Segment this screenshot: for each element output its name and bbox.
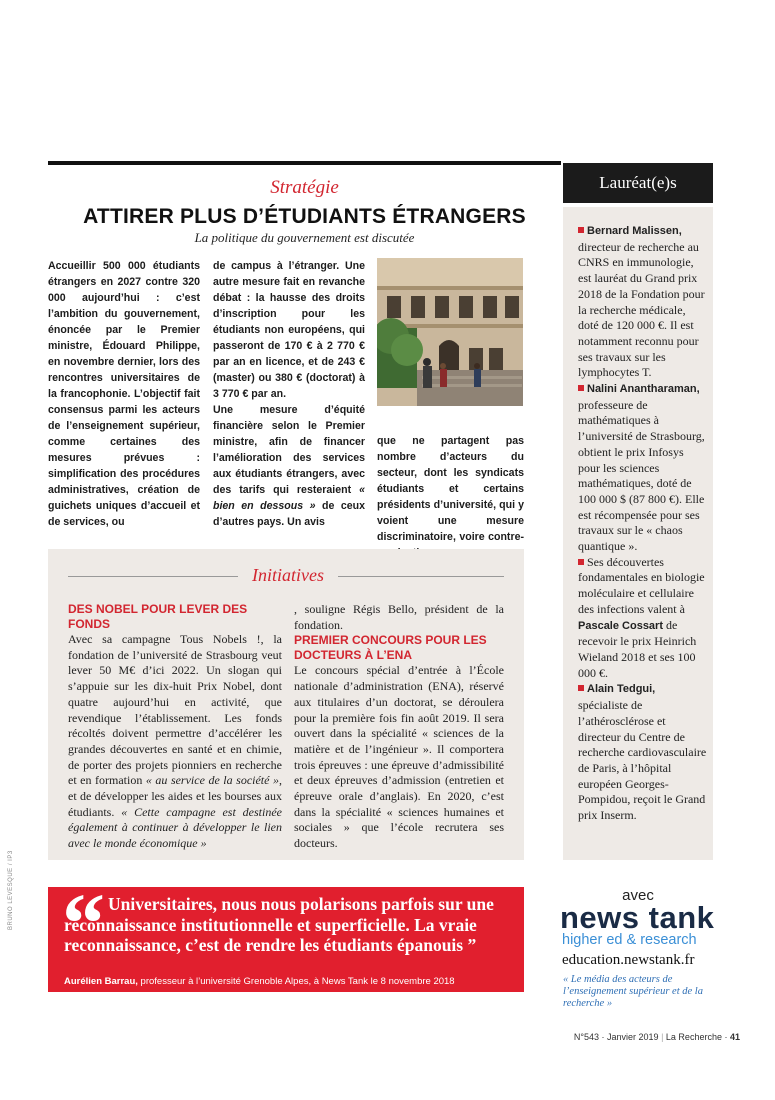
initiative-2-body: Le concours spécial d’entrée à l’École nationale d’administration (ENA), réservé aux titulaires d’un doctorat, se déroulera pour la première fois fin août 2019. Il sera ouvert dans la spécialité « sciences de la matière et de l’ingénieur ». Il comportera trois épreuves : une épreuve d’admissibilité et deux épreuves d’admission (entretien et épreuve orale d’anglais). En 2020, c’est dans la spécialité « sciences humaines et sociales » que l’école recrutera ses docteurs. — [294, 663, 504, 851]
laureate-entry — [578, 555, 708, 682]
article-col2-emphasis: « bien en dessous » — [213, 484, 365, 512]
laureate-description: de recevoir le prix Heinrich Wieland 2018 et ses 100 000 €. — [578, 617, 697, 680]
bullet-square-icon — [578, 685, 584, 691]
issue-info: N°543 · Janvier 2019 — [573, 1032, 659, 1042]
laureate-name: Alain Tedgui, — [587, 683, 656, 696]
initiative-1-text-b: , et de développer les aides et les bourses aux étudiants. — [68, 773, 282, 819]
initiatives-rule-right — [338, 576, 504, 577]
page-footer: N°543 · Janvier 2019 | La Recherche · 41 — [573, 1032, 740, 1042]
laureate-description: Ses découvertes fondamentales en biologie moléculaire et cellulaire des infections valent à — [578, 554, 705, 616]
laureate-description: spécialiste de l’athérosclérose et directeur du Centre de recherche cardiovasculaire de Paris, à l’hôpital européen Georges-Pompidou, reçoit le Grand prix Inserm. — [578, 698, 707, 823]
article-column-2 — [213, 258, 365, 530]
laureate-name: Bernard Malissen, — [587, 225, 682, 237]
laureates-header: Lauréat(e)s — [563, 163, 713, 203]
top-rule — [48, 161, 561, 165]
initiative-2-heading: PREMIER CONCOURS POUR LES DOCTEURS À L’ENA — [294, 633, 487, 663]
quote-author-details: professeur à l’université Grenoble Alpes, à News Tank le 8 novembre 2018 — [137, 976, 455, 987]
laureate-name: Pascale Cossart — [578, 619, 663, 632]
article-col2-para2-b: de ceux d’autres pays. Un avis — [213, 500, 366, 528]
pull-quote-attribution — [64, 976, 514, 987]
quote-marks-icon: “ — [62, 875, 105, 971]
article-col1-text: Accueillir 500 000 étudiants étrangers en 2027 contre 320 000 aujourd’hui : c’est l’ambition du gouvernement, énoncée par le Premier ministre, Édouard Philippe, en novembre dernier, lors des rencontres universitaires de la francophonie. L’objectif fait consensus parmi les acteurs de l’enseignement supérieur, comme certaines des mesures prévues : simplification des procédures administratives, création de guichets uniques d’accueil et de services, ou — [48, 260, 200, 528]
article-column-3 — [377, 433, 524, 561]
article-col2-para2 — [213, 402, 365, 530]
photo-credit: BRUNO LEVESQUE / IP3 — [8, 850, 14, 930]
newstank-tagline: « Le média des acteurs de l’enseignement supérieur et de la recherche » — [563, 974, 703, 1009]
university-building-photo — [377, 258, 523, 406]
partner-avec: avec — [622, 887, 654, 904]
section-label: Stratégie — [270, 177, 339, 198]
laureates-list — [578, 223, 708, 824]
newstank-subtitle: higher ed & research — [562, 932, 697, 948]
article-col2-para2-a: Une mesure d’équité financière selon le Premier ministre, afin de financer l’amélioration des services aux étudiants étrangers, avec des tarifs qui resteraient — [213, 404, 365, 496]
newstank-url[interactable]: education.newstank.fr — [562, 952, 695, 968]
pull-quote-body: Universitaires, nous nous polarisons parfois sur une reconnaissance institutionnelle et superficielle. La vraie reconnaissance, c’est de rendre les étudiants épanouis ” — [64, 894, 494, 955]
article-subheadline: La politique du gouvernement est discutée — [194, 230, 415, 245]
page-number: 41 — [729, 1032, 740, 1042]
magazine-name: La Recherche · — [665, 1032, 728, 1042]
initiative-1-quote-a: « au service de la société » — [145, 773, 279, 788]
laureate-description: directeur de recherche au CNRS en immunologie, est lauréat du Grand prix 2018 de la Fondation pour la recherche médicale, doté de 120 000 €. Il est notamment reconnu pour ses travaux sur les lymphocytes T. — [578, 239, 705, 380]
bullet-square-icon — [578, 227, 584, 233]
laureate-entry — [578, 381, 708, 555]
laureate-name: Nalini Anantharaman, — [587, 383, 700, 396]
initiative-1-body — [68, 632, 282, 852]
laureate-entry — [578, 223, 708, 381]
pull-quote-text — [64, 894, 514, 956]
article-col3-text: que ne partagent pas nombre d’acteurs du secteur, dont les syndicats étudiants et certains présidents d’université, qui y voient une mesure discriminatoire, voire contre- — [377, 435, 524, 543]
bullet-square-icon — [578, 385, 584, 391]
article-column-1 — [48, 258, 200, 530]
initiative-1-text-a: Avec sa campagne Tous Nobels !, la fondation de l’université de Strasbourg veut lever 50 M€ d’ici 2022. Un slogan qui s’appuie sur les dix-huit Prix Nobel, dont quatre aujourd’hui en activité, que revendique l’établissement. Les fonds récoltés doivent permettre d’accélérer les grandes découvertes en santé et en chimie, de porter des projets pionniers en recherche et en formation — [68, 632, 282, 788]
article-col2-para1: de campus à l’étranger. Une autre mesure fait en revanche débat : la hausse des droits d’inscription pour les étudiants non européens, qui passeront de 170 € à 2 770 € par an en licence, et de 243 € (master) ou 380 € (doctorat) à 3 770 € par an. — [213, 260, 365, 400]
laureate-entry — [578, 681, 708, 823]
newstank-logo: news tank — [560, 900, 715, 935]
initiative-1-quote-b: « Cette campagne est destinée également à continuer à développer le lien avec le monde économique » — [68, 804, 282, 851]
bullet-square-icon — [578, 559, 584, 565]
initiatives-title: Initiatives — [252, 565, 324, 585]
initiatives-rule-left — [68, 576, 238, 577]
quote-author-name: Aurélien Barrau, — [64, 976, 138, 987]
building-illustration — [377, 258, 523, 406]
initiatives-right-column — [294, 602, 504, 852]
initiative-1-continuation: , souligne Régis Bello, président de la fondation. — [294, 602, 504, 632]
initiatives-left-column — [68, 602, 282, 852]
laureate-description: professeure de mathématiques à l’université de Strasbourg, obtient le prix Infosys pour les sciences mathématiques, doté de 100 000 $ (87 800 €). Elle est récompensée pour ses travaux sur le « chaos quantique ». — [578, 397, 705, 554]
initiative-1-heading: DES NOBEL POUR LEVER DES FONDS — [68, 602, 248, 631]
article-headline: ATTIRER PLUS D’ÉTUDIANTS ÉTRANGERS — [83, 205, 526, 228]
